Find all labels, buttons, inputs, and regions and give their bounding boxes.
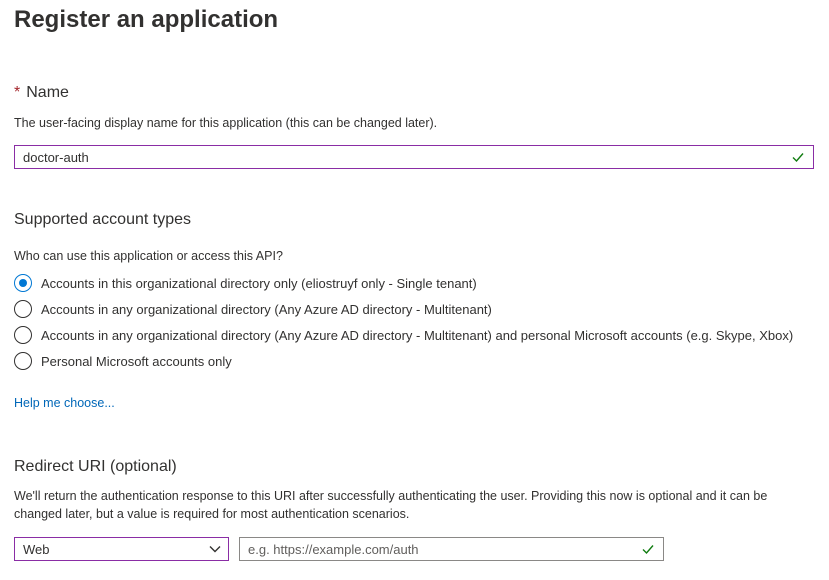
redirect-uri-heading: Redirect URI (optional) [14, 458, 177, 475]
platform-select[interactable] [14, 537, 229, 561]
name-input-value[interactable]: doctor-auth [23, 149, 89, 165]
redirect-uri-placeholder[interactable]: e.g. https://example.com/auth [248, 541, 419, 557]
account-type-option-multitenant-personal[interactable] [14, 325, 793, 345]
account-type-option-label: Accounts in any organizational directory (Any Azure AD directory - Multitenant) and personal Microsoft accounts (e.g. Skype, Xbox) [41, 327, 794, 343]
radio-button[interactable] [14, 300, 32, 318]
account-type-option-label: Accounts in any organizational directory (Any Azure AD directory - Multitenant) [41, 301, 492, 317]
help-me-choose-link[interactable]: Help me choose... [14, 396, 115, 410]
radio-button[interactable] [14, 326, 32, 344]
required-asterisk: * [14, 84, 21, 101]
redirect-uri-description-line-2: changed later, but a value is required for most authentication scenarios. [14, 507, 410, 521]
name-label-text: Name [26, 84, 69, 101]
account-type-option-single-tenant[interactable] [14, 273, 477, 293]
radio-button[interactable] [14, 352, 32, 370]
name-input[interactable] [14, 145, 814, 169]
page-title: Register an application [14, 6, 279, 33]
valid-check-icon [791, 150, 805, 164]
platform-select-value: Web [23, 541, 50, 557]
account-type-option-label: Personal Microsoft accounts only [41, 353, 232, 369]
account-type-option-multitenant[interactable] [14, 299, 492, 319]
name-description: The user-facing display name for this application (this can be changed later). [14, 116, 438, 130]
radio-button-selected[interactable] [14, 274, 32, 292]
account-type-option-label: Accounts in this organizational directory only (eliostruyf only - Single tenant) [41, 275, 477, 291]
redirect-uri-input[interactable] [239, 537, 664, 561]
valid-check-icon [641, 542, 655, 556]
redirect-uri-description-line-1: We'll return the authentication response to this URI after successfully authenticating the user. Providing this now is optional and it can be [14, 489, 768, 503]
account-types-heading: Supported account types [14, 211, 192, 228]
account-types-question: Who can use this application or access this API? [14, 249, 283, 263]
chevron-down-icon [208, 542, 222, 556]
account-type-option-personal-only[interactable] [14, 351, 232, 371]
name-label [14, 84, 69, 102]
